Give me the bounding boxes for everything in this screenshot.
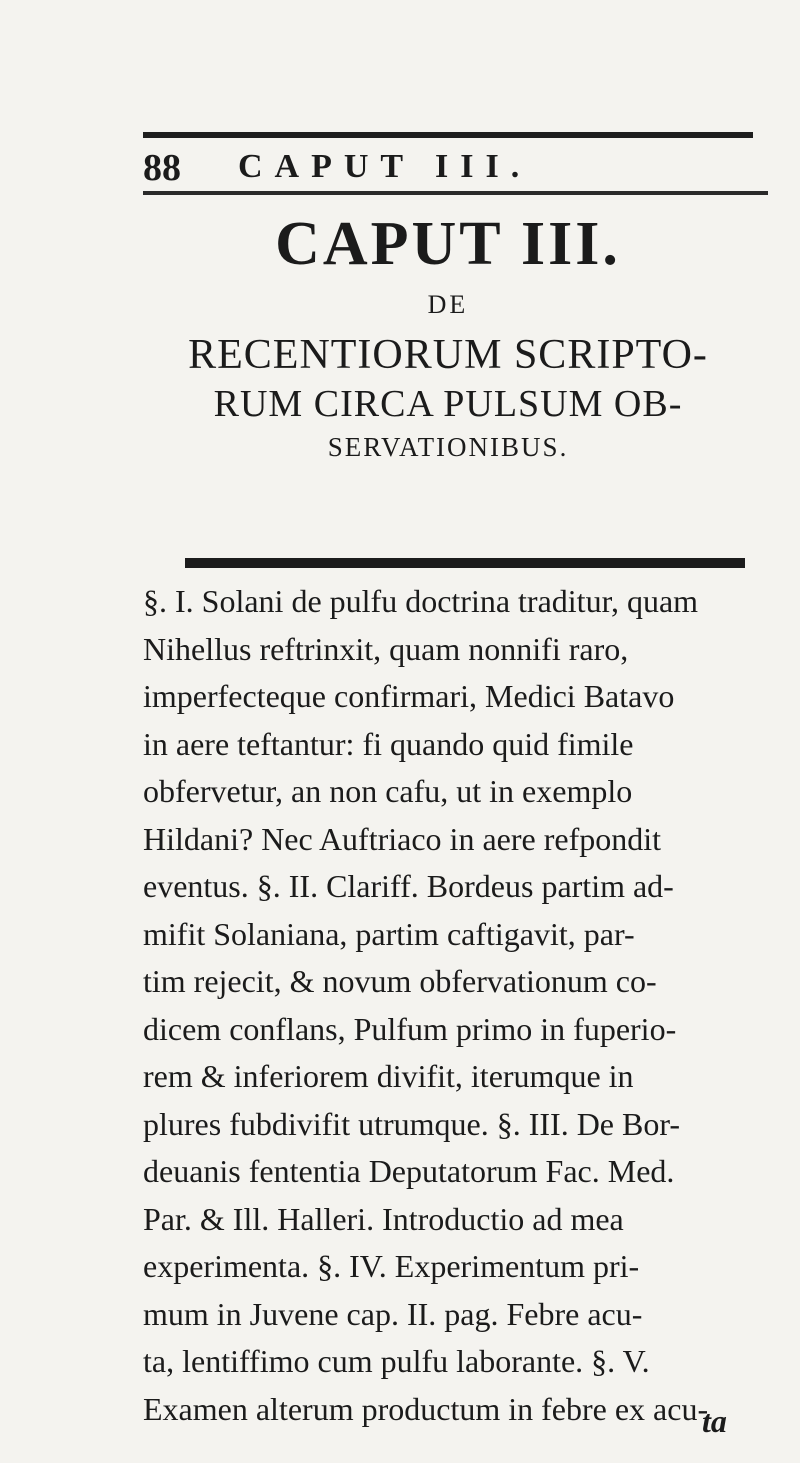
text-line: in aere teftantur: fi quando quid fimile — [143, 725, 634, 762]
text-line: rem & inferiorem divifit, iterumque in — [143, 1058, 634, 1094]
text-line: Nihellus reftrinxit, quam nonnifi raro, — [143, 630, 629, 667]
chapter-heading — [143, 210, 753, 463]
title-line-2: RUM CIRCA PULSUM OB- — [213, 382, 683, 425]
header-rule-lower — [143, 191, 768, 195]
text-line: imperfecteque confirmari, Medici Batavo — [143, 678, 675, 714]
text-line: mifit Solaniana, partim caftigavit, par- — [143, 915, 635, 952]
text-line: Hildani? Nec Auftriaco in aere refpondit — [143, 820, 661, 857]
text-line: deuanis fententia Deputatorum Fac. Med. — [143, 1153, 675, 1189]
running-title: CAPUT III. — [238, 148, 532, 185]
text-line: ta, lentiffimo cum pulfu laborante. §. V. — [143, 1343, 650, 1379]
text-line: experimenta. §. IV. Experimentum pri- — [143, 1248, 640, 1284]
text-line: plures fubdivifit utrumque. §. III. De Bor- — [143, 1105, 681, 1142]
title-line-1: RECENTIORUM SCRIPTO- — [188, 332, 708, 379]
text-line: §. I. Solani de pulfu doctrina traditur, quam — [143, 583, 699, 619]
title-de: DE — [427, 290, 469, 320]
chapter-title: CAPUT III. — [275, 210, 621, 278]
text-line: tim rejecit, & novum obfervationum co- — [143, 963, 657, 999]
header-rule — [143, 132, 753, 138]
text-line: eventus. §. II. Clariff. Bordeus partim ad- — [143, 868, 674, 904]
body-text — [143, 578, 773, 1433]
text-line: dicem conflans, Pulfum primo in fuperio- — [143, 1010, 677, 1047]
text-line: obfervetur, an non cafu, ut in exemplo — [143, 773, 633, 809]
ornamental-rule — [185, 558, 745, 568]
catchword: ta — [702, 1403, 727, 1439]
running-head — [143, 146, 763, 194]
text-line: mum in Juvene cap. II. pag. Febre acu- — [143, 1295, 643, 1332]
text-line: Par. & Ill. Halleri. Introductio ad mea — [143, 1200, 624, 1237]
page-number: 88 — [143, 147, 181, 189]
title-line-3: SERVATIONIBUS. — [327, 432, 569, 463]
text-line: Examen alterum productum in febre ex acu- — [143, 1390, 709, 1427]
